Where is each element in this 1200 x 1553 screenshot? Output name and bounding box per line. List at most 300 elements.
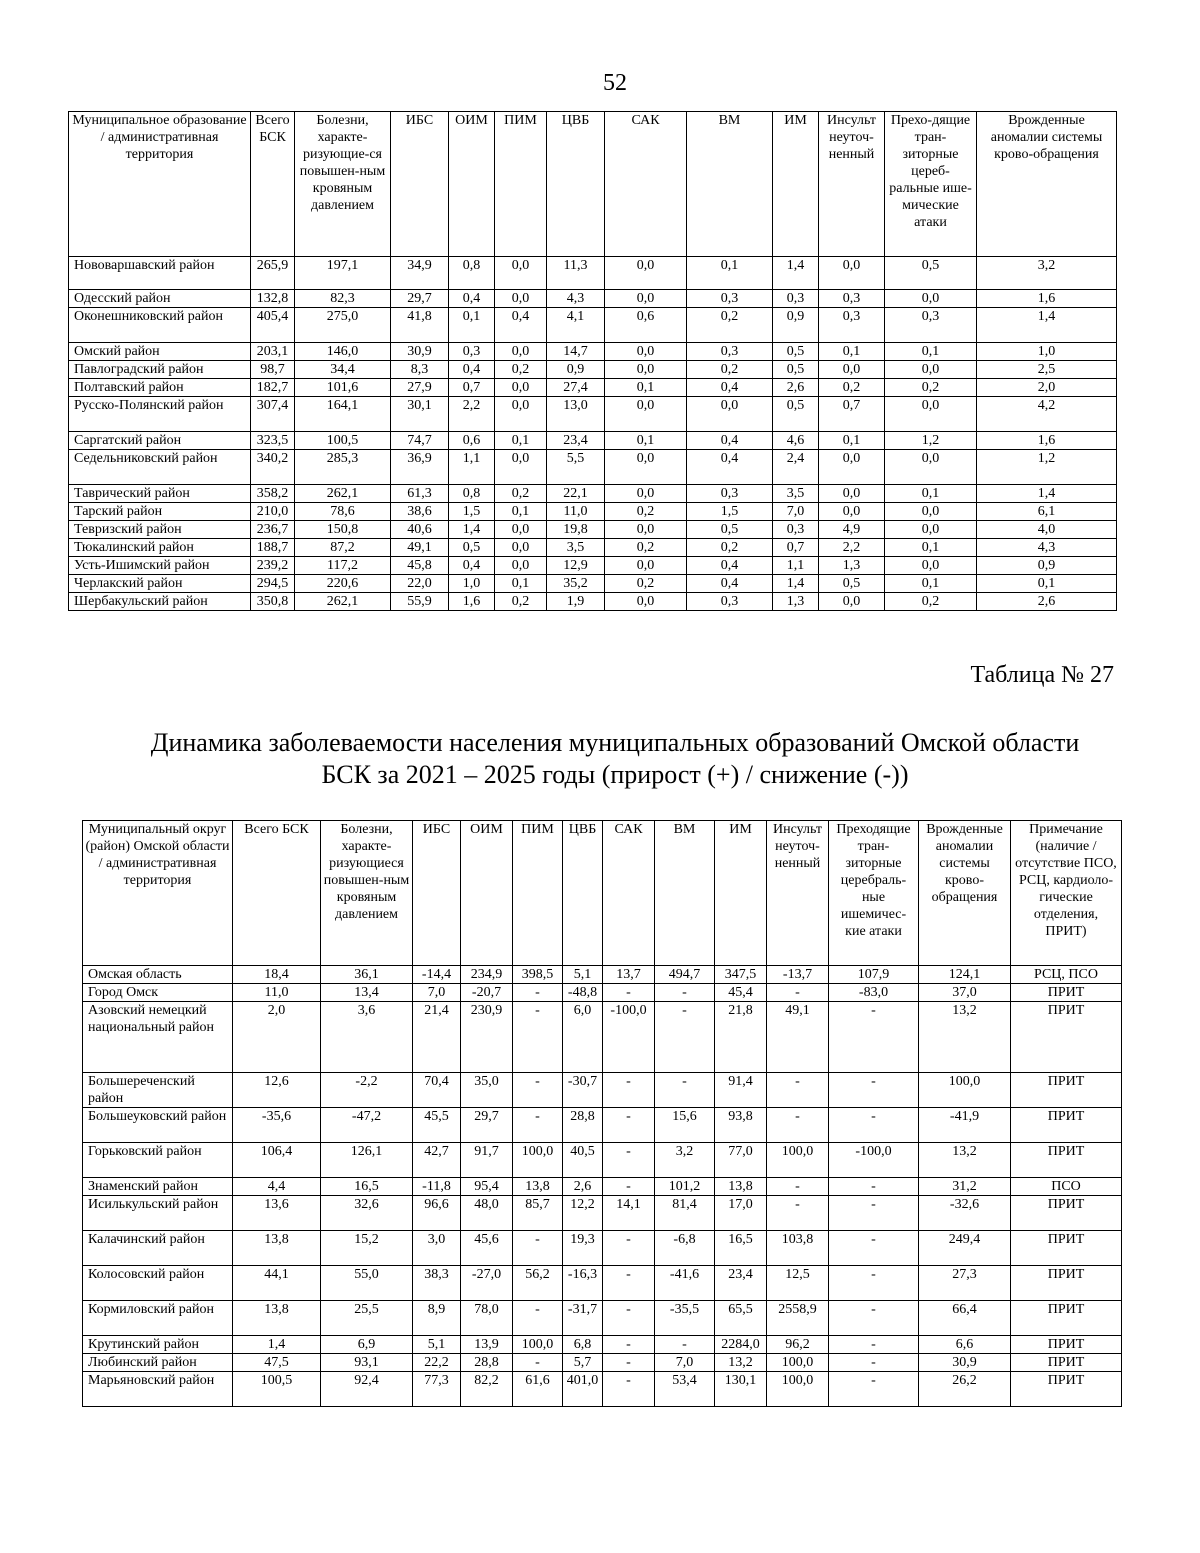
table-row (83, 1196, 1122, 1231)
table-cell: - (603, 1108, 655, 1143)
column-header: Инсульт неуточ-ненный (819, 112, 885, 257)
row-label: Омский район (69, 343, 251, 361)
table-cell: 13,8 (233, 1231, 321, 1266)
table-row (69, 257, 1117, 290)
table-cell: 106,4 (233, 1143, 321, 1178)
table-cell: 13,8 (715, 1178, 767, 1196)
table-cell: 91,7 (461, 1143, 513, 1178)
row-label: Оконешниковский район (69, 308, 251, 343)
row-label: Тевризский район (69, 521, 251, 539)
table-cell: 0,0 (885, 521, 977, 539)
table-cell: 0,0 (885, 557, 977, 575)
column-header: Болезни, характе-ризующиеся повышен-ным кровяным давлением (321, 821, 413, 966)
table-cell: 56,2 (513, 1266, 563, 1301)
column-header: Болезни, характе-ризующие-ся повышен-ным кровяным давлением (295, 112, 391, 257)
table-cell: 0,5 (819, 575, 885, 593)
table-cell: -83,0 (829, 984, 919, 1002)
table-cell: 4,0 (977, 521, 1117, 539)
table-cell: 2,5 (977, 361, 1117, 379)
table-cell: 7,0 (773, 503, 819, 521)
table-cell: 1,1 (773, 557, 819, 575)
table-cell: 0,9 (547, 361, 605, 379)
table-cell: 2284,0 (715, 1336, 767, 1354)
table-cell: - (603, 1301, 655, 1336)
column-header: ВМ (687, 112, 773, 257)
table-row (69, 503, 1117, 521)
table-cell: 0,1 (885, 539, 977, 557)
table-cell: - (829, 1178, 919, 1196)
table-row (83, 1266, 1122, 1301)
table-row (69, 290, 1117, 308)
table-cell: 45,6 (461, 1231, 513, 1266)
table-cell: 100,0 (513, 1336, 563, 1354)
table-cell: 0,1 (977, 575, 1117, 593)
table-cell: 100,0 (767, 1143, 829, 1178)
table-cell: 0,8 (449, 257, 495, 290)
table-cell: 21,4 (413, 1002, 461, 1073)
table-cell: ПСО (1011, 1178, 1122, 1196)
table-cell: ПРИТ (1011, 1073, 1122, 1108)
table-cell: 0,1 (495, 575, 547, 593)
column-header: ЦВБ (547, 112, 605, 257)
table-cell: ПРИТ (1011, 1372, 1122, 1407)
table-cell: 8,9 (413, 1301, 461, 1336)
table-cell: 0,1 (605, 432, 687, 450)
table-cell: 5,1 (563, 966, 603, 984)
column-header: ВМ (655, 821, 715, 966)
column-header: ИМ (715, 821, 767, 966)
table-cell: -14,4 (413, 966, 461, 984)
table-cell: 19,8 (547, 521, 605, 539)
column-header: Примечание (наличие / отсутствие ПСО, РСЦ, кардиоло-гические отделения, ПРИТ) (1011, 821, 1122, 966)
table-cell: 0,1 (449, 308, 495, 343)
table-cell: 0,3 (819, 308, 885, 343)
table-row (83, 1354, 1122, 1372)
table-cell: 3,6 (321, 1002, 413, 1073)
table-cell: 0,1 (885, 343, 977, 361)
table-cell: 0,0 (605, 290, 687, 308)
column-header: ОИМ (449, 112, 495, 257)
table-cell: 38,3 (413, 1266, 461, 1301)
table-cell: 98,7 (251, 361, 295, 379)
table-cell: 2,2 (449, 397, 495, 432)
table-cell: 48,0 (461, 1196, 513, 1231)
table-cell: 34,4 (295, 361, 391, 379)
table-cell: -47,2 (321, 1108, 413, 1143)
column-header: Прехо-дящие тран-зиторные цереб-ральные ише-мические атаки (885, 112, 977, 257)
column-header: САК (605, 112, 687, 257)
table-cell: 23,4 (547, 432, 605, 450)
table-cell: 0,4 (449, 361, 495, 379)
table-cell: 31,2 (919, 1178, 1011, 1196)
table-cell: 132,8 (251, 290, 295, 308)
table-cell: 188,7 (251, 539, 295, 557)
column-header: САК (603, 821, 655, 966)
table-cell: 0,2 (605, 539, 687, 557)
row-label: Горьковский район (83, 1143, 233, 1178)
table-cell: 22,0 (391, 575, 449, 593)
table-cell: 49,1 (391, 539, 449, 557)
table-cell: 22,1 (547, 485, 605, 503)
table-cell: 0,2 (885, 593, 977, 611)
table-cell: 13,2 (715, 1354, 767, 1372)
table-cell: - (829, 1336, 919, 1354)
table-cell: 0,5 (773, 343, 819, 361)
table-cell: - (829, 1231, 919, 1266)
table-cell: 3,5 (773, 485, 819, 503)
table-cell: 0,7 (819, 397, 885, 432)
table-cell: 36,1 (321, 966, 413, 984)
row-label: Саргатский район (69, 432, 251, 450)
table-cell: 45,5 (413, 1108, 461, 1143)
table-cell: 236,7 (251, 521, 295, 539)
column-header: Всего БСК (233, 821, 321, 966)
table-cell: 350,8 (251, 593, 295, 611)
table-cell: 1,6 (449, 593, 495, 611)
table-cell: 0,4 (687, 450, 773, 485)
table-label: Таблица № 27 (970, 662, 1114, 688)
table-cell: 65,5 (715, 1301, 767, 1336)
table-cell: 32,6 (321, 1196, 413, 1231)
row-label: Шербакульский район (69, 593, 251, 611)
table-cell: 18,4 (233, 966, 321, 984)
table-cell: 101,6 (295, 379, 391, 397)
table-cell: 5,1 (413, 1336, 461, 1354)
table-cell: 0,0 (885, 290, 977, 308)
table-cell: - (603, 1178, 655, 1196)
row-label: Колосовский район (83, 1266, 233, 1301)
table-row (69, 521, 1117, 539)
table-cell: 1,4 (977, 308, 1117, 343)
table-cell: 265,9 (251, 257, 295, 290)
table-cell: 1,0 (449, 575, 495, 593)
table-cell: 0,8 (449, 485, 495, 503)
table-row (83, 1073, 1122, 1108)
table-cell: 0,4 (449, 290, 495, 308)
table-cell: 0,1 (819, 343, 885, 361)
table-cell: 4,6 (773, 432, 819, 450)
table-cell: - (767, 1178, 829, 1196)
table-cell: - (829, 1108, 919, 1143)
table-cell: -27,0 (461, 1266, 513, 1301)
column-header: ОИМ (461, 821, 513, 966)
table-cell: 13,9 (461, 1336, 513, 1354)
table-cell: 6,0 (563, 1002, 603, 1073)
table-cell: 347,5 (715, 966, 767, 984)
table-row (69, 397, 1117, 432)
table-cell: 6,8 (563, 1336, 603, 1354)
column-header: Преходящие тран-зиторные церебраль-ные ишемичес-кие атаки (829, 821, 919, 966)
table-cell: - (655, 984, 715, 1002)
table-row (83, 984, 1122, 1002)
table-cell: 77,0 (715, 1143, 767, 1178)
table-cell: ПРИТ (1011, 1231, 1122, 1266)
table-cell: 2,6 (773, 379, 819, 397)
table-cell: 0,9 (773, 308, 819, 343)
table-cell: 0,0 (495, 539, 547, 557)
table-cell: - (603, 984, 655, 1002)
table-cell: 7,0 (413, 984, 461, 1002)
table-cell: 0,5 (773, 361, 819, 379)
table-cell: 2,6 (563, 1178, 603, 1196)
table-cell: -100,0 (603, 1002, 655, 1073)
table-cell: 0,0 (885, 503, 977, 521)
table-cell: 14,7 (547, 343, 605, 361)
table-cell: 0,0 (819, 503, 885, 521)
table-header-row (83, 821, 1122, 966)
table-cell: 0,0 (495, 343, 547, 361)
row-label: Тарский район (69, 503, 251, 521)
table-cell: -100,0 (829, 1143, 919, 1178)
column-header: ИМ (773, 112, 819, 257)
table-cell: 45,4 (715, 984, 767, 1002)
table-cell: 210,0 (251, 503, 295, 521)
table-cell: 234,9 (461, 966, 513, 984)
table-cell: 87,2 (295, 539, 391, 557)
table-cell: - (767, 1196, 829, 1231)
table-cell: 1,0 (977, 343, 1117, 361)
table-cell: 262,1 (295, 485, 391, 503)
table-cell: 37,0 (919, 984, 1011, 1002)
table-cell: 55,0 (321, 1266, 413, 1301)
table-cell: 0,0 (495, 450, 547, 485)
table-cell: 1,2 (977, 450, 1117, 485)
table-cell: 12,2 (563, 1196, 603, 1231)
table-cell: - (513, 1231, 563, 1266)
table-cell: 28,8 (563, 1108, 603, 1143)
table-cell: 0,5 (773, 397, 819, 432)
table-cell: -32,6 (919, 1196, 1011, 1231)
row-label: Тюкалинский район (69, 539, 251, 557)
table-cell: 0,5 (885, 257, 977, 290)
table-cell: 405,4 (251, 308, 295, 343)
row-label: Крутинский район (83, 1336, 233, 1354)
table-cell: 35,2 (547, 575, 605, 593)
table-cell: 3,5 (547, 539, 605, 557)
table-row (69, 379, 1117, 397)
table-title (110, 727, 1120, 791)
table-cell: 0,0 (495, 290, 547, 308)
table-cell: 126,1 (321, 1143, 413, 1178)
table-cell: 0,0 (605, 521, 687, 539)
table-cell: 38,6 (391, 503, 449, 521)
column-header: Врожденные аномалии системы крово-обращения (919, 821, 1011, 966)
table-cell: 44,1 (233, 1266, 321, 1301)
table-cell: 85,7 (513, 1196, 563, 1231)
table-cell: 0,0 (605, 361, 687, 379)
column-header: ПИМ (495, 112, 547, 257)
table-cell: -20,7 (461, 984, 513, 1002)
table-cell: 4,3 (547, 290, 605, 308)
table-cell: 100,0 (767, 1372, 829, 1407)
table-cell: 11,0 (547, 503, 605, 521)
table-cell: 17,0 (715, 1196, 767, 1231)
table-cell: 0,0 (495, 379, 547, 397)
table-row (69, 485, 1117, 503)
morbidity-dynamics-table (82, 820, 1122, 1407)
table-cell: 230,9 (461, 1002, 513, 1073)
table-cell: 0,0 (605, 557, 687, 575)
table-cell: 91,4 (715, 1073, 767, 1108)
table-cell: 5,7 (563, 1354, 603, 1372)
table-cell: 8,3 (391, 361, 449, 379)
table-cell: 100,0 (919, 1073, 1011, 1108)
table-cell: 21,8 (715, 1002, 767, 1073)
table-cell: 70,4 (413, 1073, 461, 1108)
table-cell: 3,2 (977, 257, 1117, 290)
table-cell: 55,9 (391, 593, 449, 611)
table-cell: 2,0 (233, 1002, 321, 1073)
table-cell: 1,2 (885, 432, 977, 450)
table-cell: 40,6 (391, 521, 449, 539)
table-cell: -2,2 (321, 1073, 413, 1108)
table-cell: 78,6 (295, 503, 391, 521)
row-label: Калачинский район (83, 1231, 233, 1266)
table-cell: 0,0 (605, 593, 687, 611)
table-cell: 262,1 (295, 593, 391, 611)
table-cell: 13,0 (547, 397, 605, 432)
table-cell: 398,5 (513, 966, 563, 984)
table-cell: - (603, 1336, 655, 1354)
table-cell: 275,0 (295, 308, 391, 343)
table-row (83, 1231, 1122, 1266)
table-cell: - (513, 1002, 563, 1073)
row-label: Любинский район (83, 1354, 233, 1372)
column-header: Всего БСК (251, 112, 295, 257)
table-cell: 103,8 (767, 1231, 829, 1266)
row-label: Таврический район (69, 485, 251, 503)
table-cell: 0,0 (605, 485, 687, 503)
table-cell: 92,4 (321, 1372, 413, 1407)
table-cell: 0,4 (495, 308, 547, 343)
table-cell: 0,0 (885, 361, 977, 379)
table-cell: 53,4 (655, 1372, 715, 1407)
table-row (69, 361, 1117, 379)
table-cell: 66,4 (919, 1301, 1011, 1336)
row-label: Марьяновский район (83, 1372, 233, 1407)
table-cell: 13,4 (321, 984, 413, 1002)
table-cell: 7,0 (655, 1354, 715, 1372)
table-cell: 0,0 (885, 397, 977, 432)
table-cell: 0,4 (449, 557, 495, 575)
table-cell: - (655, 1073, 715, 1108)
table-cell: ПРИТ (1011, 1266, 1122, 1301)
table-cell: 25,5 (321, 1301, 413, 1336)
table-cell: 1,4 (977, 485, 1117, 503)
table-title-line-1: Динамика заболеваемости населения муниципальных образований Омской области (150, 728, 1080, 757)
table-cell: 249,4 (919, 1231, 1011, 1266)
table-cell: 93,1 (321, 1354, 413, 1372)
row-label: Одесский район (69, 290, 251, 308)
table-cell: 81,4 (655, 1196, 715, 1231)
table-cell: 1,5 (687, 503, 773, 521)
table-cell: 61,3 (391, 485, 449, 503)
table-cell: 130,1 (715, 1372, 767, 1407)
table-cell: 0,0 (819, 257, 885, 290)
table-cell: 12,5 (767, 1266, 829, 1301)
table-cell: 30,9 (919, 1354, 1011, 1372)
table-row (69, 593, 1117, 611)
row-label: Черлакский район (69, 575, 251, 593)
table-cell: 2,6 (977, 593, 1117, 611)
table-cell: 35,0 (461, 1073, 513, 1108)
table-cell: 1,6 (977, 290, 1117, 308)
table-cell: 95,4 (461, 1178, 513, 1196)
table-cell: 22,2 (413, 1354, 461, 1372)
table-row (69, 308, 1117, 343)
table-cell: 0,2 (605, 503, 687, 521)
table-cell: -41,9 (919, 1108, 1011, 1143)
table-cell: 28,8 (461, 1354, 513, 1372)
table-cell: - (829, 1372, 919, 1407)
table-cell: 82,3 (295, 290, 391, 308)
table-cell: 26,2 (919, 1372, 1011, 1407)
table-cell: 15,6 (655, 1108, 715, 1143)
table-row (83, 1372, 1122, 1407)
table-cell: 203,1 (251, 343, 295, 361)
table-cell: 323,5 (251, 432, 295, 450)
row-label: Большеуковский район (83, 1108, 233, 1143)
column-header: ИБС (413, 821, 461, 966)
table-cell: 41,8 (391, 308, 449, 343)
table-cell: 0,1 (819, 432, 885, 450)
table-cell: 14,1 (603, 1196, 655, 1231)
table-cell: 0,0 (605, 343, 687, 361)
table-cell: 5,5 (547, 450, 605, 485)
row-label: Полтавский район (69, 379, 251, 397)
table-cell: 0,1 (605, 379, 687, 397)
table-row (83, 1301, 1122, 1336)
table-cell: 96,2 (767, 1336, 829, 1354)
table-cell: 239,2 (251, 557, 295, 575)
table-cell: 6,9 (321, 1336, 413, 1354)
table-cell: -6,8 (655, 1231, 715, 1266)
table-cell: - (603, 1354, 655, 1372)
table-cell: 4,4 (233, 1178, 321, 1196)
table-cell: 0,0 (819, 485, 885, 503)
table-cell: 0,2 (605, 575, 687, 593)
table-cell: 96,6 (413, 1196, 461, 1231)
table-cell: 30,9 (391, 343, 449, 361)
table-cell: - (829, 1196, 919, 1231)
column-header: ИБС (391, 112, 449, 257)
table-cell: - (603, 1231, 655, 1266)
table-cell: - (829, 1073, 919, 1108)
table-cell: 13,8 (513, 1178, 563, 1196)
row-label: Омская область (83, 966, 233, 984)
table-cell: ПРИТ (1011, 1108, 1122, 1143)
table-row (69, 432, 1117, 450)
row-label: Азовский немецкий национальный район (83, 1002, 233, 1073)
table-cell: 0,1 (687, 257, 773, 290)
table-cell: 182,7 (251, 379, 295, 397)
table-cell: 0,6 (449, 432, 495, 450)
row-label: Русско-Полянский район (69, 397, 251, 432)
table-cell: ПРИТ (1011, 1301, 1122, 1336)
table-cell: ПРИТ (1011, 1336, 1122, 1354)
table-cell: 0,4 (687, 557, 773, 575)
row-label: Кормиловский район (83, 1301, 233, 1336)
column-header: Муниципальное образование / административная территория (69, 112, 251, 257)
table-cell: 0,0 (495, 257, 547, 290)
table-cell: 100,5 (233, 1372, 321, 1407)
table-cell: 220,6 (295, 575, 391, 593)
table-cell: 101,2 (655, 1178, 715, 1196)
table-row (69, 557, 1117, 575)
table-cell: 23,4 (715, 1266, 767, 1301)
table-cell: - (513, 984, 563, 1002)
table-cell: 1,4 (773, 257, 819, 290)
